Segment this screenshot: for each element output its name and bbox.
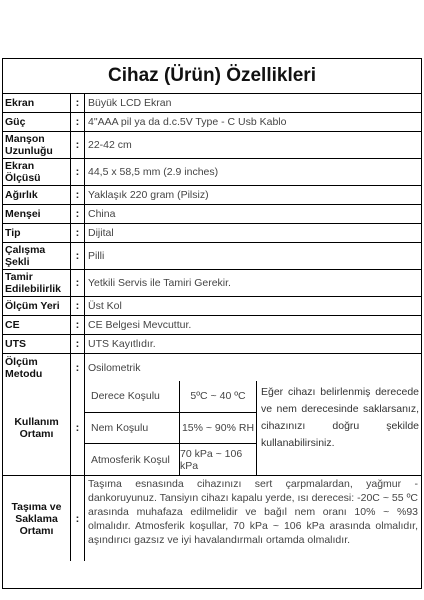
spec-value: Üst Kol (88, 300, 122, 312)
spec-value: Yetkili Servis ile Tamiri Gerekir. (88, 277, 231, 289)
spec-label: Ekran (3, 94, 71, 112)
condition-value: 70 kPa ~ 106 kPa (180, 447, 243, 472)
storage-value: Taşıma esnasında cihazınızı sert çarpmalardan, yağmur - dankoruyunuz. Tansiyın cihazı kapalu yerde, ısı derecesi: -20C ~ 55 ºC arasında muhafaza edilmelidir ve bağıl nem oranı 10% ~ %93 olmalıdır. Atmosferik koşullar, 70 kPa ~ 106 kPa arasında olmalıdır, aşındırıcı gazsız ve iyi havalandırmalı ortamda olmalıdır. (88, 478, 418, 546)
spec-value: Osilometrik (88, 361, 141, 374)
storage-separator: : (71, 476, 85, 561)
usage-separator: : (71, 381, 85, 475)
spec-label: CE (3, 316, 71, 334)
spec-value: Büyük LCD Ekran (88, 97, 172, 109)
spec-row (3, 205, 421, 224)
spec-label: Ağırlık (3, 186, 71, 204)
spec-value: CE Belgesi Mevcuttur. (88, 319, 192, 331)
spec-row (3, 270, 421, 297)
spec-separator: : (71, 335, 85, 353)
spec-value: 4"AAA pil ya da d.c.5V Type - C Usb Kablo (88, 116, 287, 128)
spec-value: Pilli (88, 250, 105, 262)
spec-label: Tamir Edilebilirlik (3, 270, 71, 296)
usage-note: Eğer cihazı belirlenmiş derecede ve nem derecesinde saklarsanız, cihazınızı doğru şekilde kullanabilirsiniz. (261, 386, 419, 449)
spec-row (3, 94, 421, 113)
spec-label: Ekran Ölçüsü (3, 159, 71, 185)
spec-separator: : (71, 132, 85, 158)
spec-row (3, 335, 421, 354)
spec-separator: : (71, 224, 85, 242)
spec-separator: : (71, 205, 85, 223)
usage-row (3, 381, 421, 476)
spec-value: Dijital (88, 227, 114, 239)
spec-label: Ölçüm Metodu (3, 354, 71, 381)
storage-row (3, 476, 421, 561)
spec-value: Yaklaşık 220 gram (Pilsiz) (88, 189, 209, 201)
spec-label: Tip (3, 224, 71, 242)
spec-separator: : (71, 159, 85, 185)
spec-label: Manşon Uzunluğu (3, 132, 71, 158)
condition-row (85, 444, 256, 475)
spec-row (3, 354, 421, 381)
condition-row (85, 381, 256, 413)
usage-content (85, 381, 421, 475)
spec-separator: : (71, 113, 85, 131)
spec-separator: : (71, 270, 85, 296)
spec-value: China (88, 208, 116, 220)
condition-row (85, 413, 256, 445)
condition-value: 5ºC ~ 40 ºC (190, 390, 246, 403)
spec-label: UTS (3, 335, 71, 353)
condition-name: Nem Koşulu (85, 413, 180, 444)
spec-separator: : (71, 186, 85, 204)
spec-sheet (2, 58, 422, 589)
spec-value: 44,5 x 58,5 mm (2.9 inches) (88, 166, 219, 178)
spec-label: Güç (3, 113, 71, 131)
spec-separator: : (71, 316, 85, 334)
spec-row (3, 297, 421, 316)
spec-label: Menşei (3, 205, 71, 223)
spec-value: 22-42 cm (88, 139, 132, 151)
spec-separator: : (71, 297, 85, 315)
spec-separator: : (71, 94, 85, 112)
condition-value: 15% ~ 90% RH (181, 422, 255, 434)
spec-row (3, 224, 421, 243)
storage-label: Taşıma ve Saklama Ortamı (3, 476, 71, 561)
page-title: Cihaz (Ürün) Özellikleri (3, 59, 421, 94)
spec-row (3, 316, 421, 335)
usage-label: Kullanım Ortamı (3, 381, 71, 475)
spec-label: Çalışma Şekli (3, 243, 71, 269)
spec-value: UTS Kayıtlıdır. (88, 338, 156, 350)
spec-separator: : (71, 354, 85, 381)
spec-table (3, 94, 421, 381)
condition-name: Atmosferik Koşul (85, 444, 180, 475)
usage-conditions (85, 381, 257, 475)
condition-name: Derece Koşulu (85, 381, 180, 412)
spec-label: Ölçüm Yeri (3, 297, 71, 315)
spec-row (3, 113, 421, 132)
spec-row (3, 132, 421, 159)
spec-row (3, 186, 421, 205)
spec-separator: : (71, 243, 85, 269)
spec-row (3, 159, 421, 186)
spec-row (3, 243, 421, 270)
